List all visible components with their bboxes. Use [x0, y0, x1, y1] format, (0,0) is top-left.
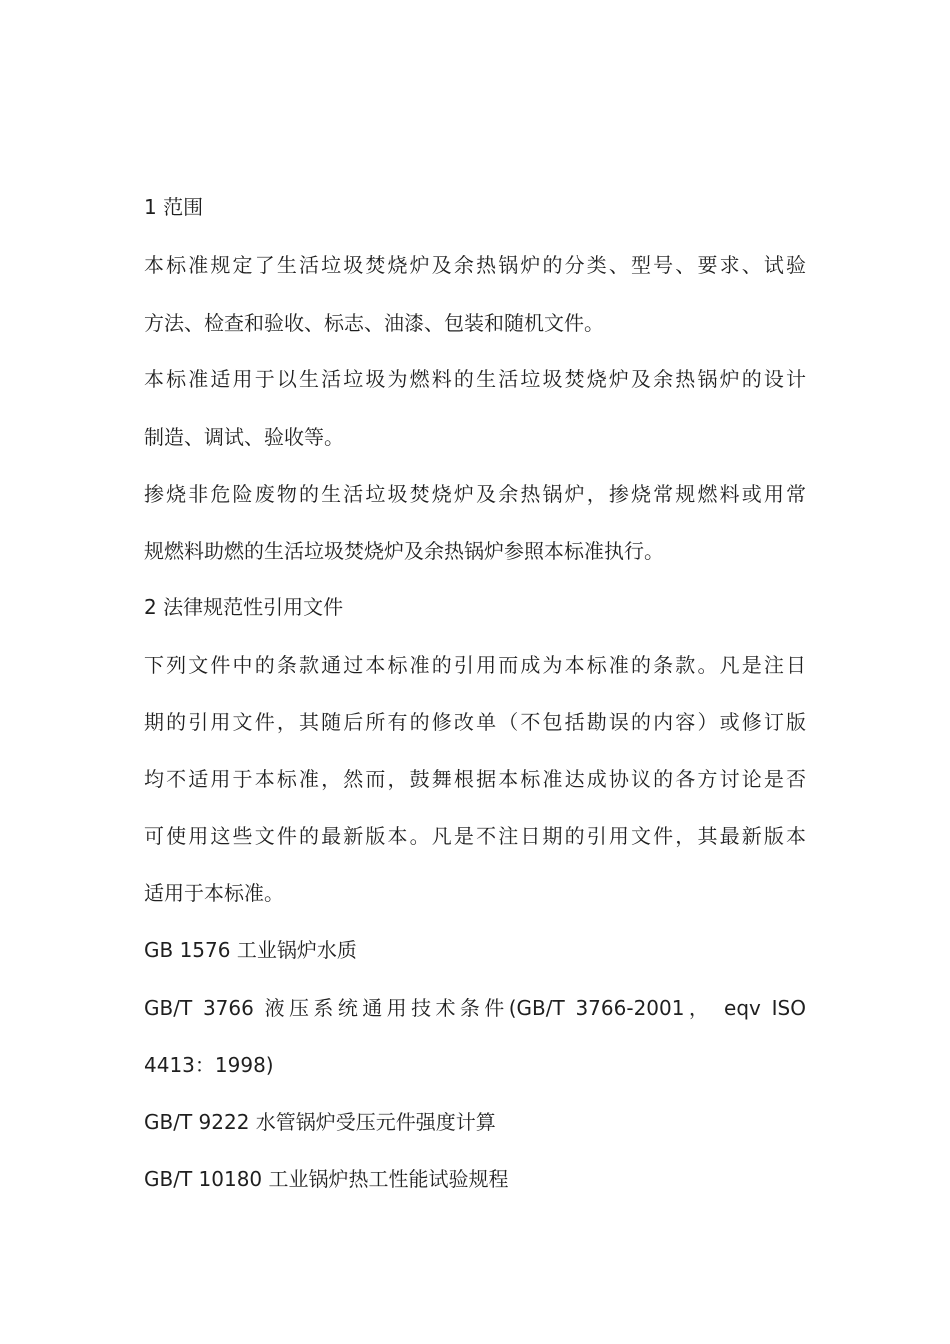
section-1-paragraph-3-line-2: 规燃料助燃的生活垃圾焚烧炉及余热锅炉参照本标准执行。 [144, 539, 664, 563]
section-2-paragraph-line-5: 适用于本标准。 [144, 881, 284, 905]
section-1-paragraph-1-line-2: 方法、检查和验收、标志、油漆、包装和随机文件。 [144, 311, 604, 335]
section-2-paragraph-line-4: 可使用这些文件的最新版本。凡是不注日期的引用文件，其最新版本 [144, 824, 806, 848]
section-1-paragraph-3-line-1: 掺烧非危险废物的生活垃圾焚烧炉及余热锅炉，掺烧常规燃料或用常 [144, 482, 806, 506]
section-2-paragraph-line-3: 均不适用于本标准，然而，鼓舞根据本标准达成协议的各方讨论是否 [144, 767, 806, 791]
section-1-paragraph-2-line-2: 制造、调试、验收等。 [144, 425, 344, 449]
reference-gb-t-3766-line-1: GB/T 3766 液压系统通用技术条件(GB/T 3766-2001， eqv ISO [144, 996, 806, 1020]
reference-gb-t-9222: GB/T 9222 水管锅炉受压元件强度计算 [144, 1110, 496, 1134]
section-2-heading: 2 法律规范性引用文件 [144, 595, 344, 619]
reference-gb-t-3766-line-2: 4413：1998) [144, 1053, 274, 1077]
section-2-paragraph-line-2: 期的引用文件，其随后所有的修改单（不包括勘误的内容）或修订版 [144, 710, 806, 734]
reference-gb-1576: GB 1576 工业锅炉水质 [144, 938, 357, 962]
section-1-paragraph-1-line-1: 本标准规定了生活垃圾焚烧炉及余热锅炉的分类、型号、要求、试验 [144, 253, 806, 277]
section-2-paragraph-line-1: 下列文件中的条款通过本标准的引用而成为本标准的条款。凡是注日 [144, 653, 806, 677]
section-1-heading: 1 范围 [144, 195, 204, 219]
reference-gb-t-10180: GB/T 10180 工业锅炉热工性能试验规程 [144, 1167, 509, 1191]
section-1-paragraph-2-line-1: 本标准适用于以生活垃圾为燃料的生活垃圾焚烧炉及余热锅炉的设计 [144, 367, 806, 391]
